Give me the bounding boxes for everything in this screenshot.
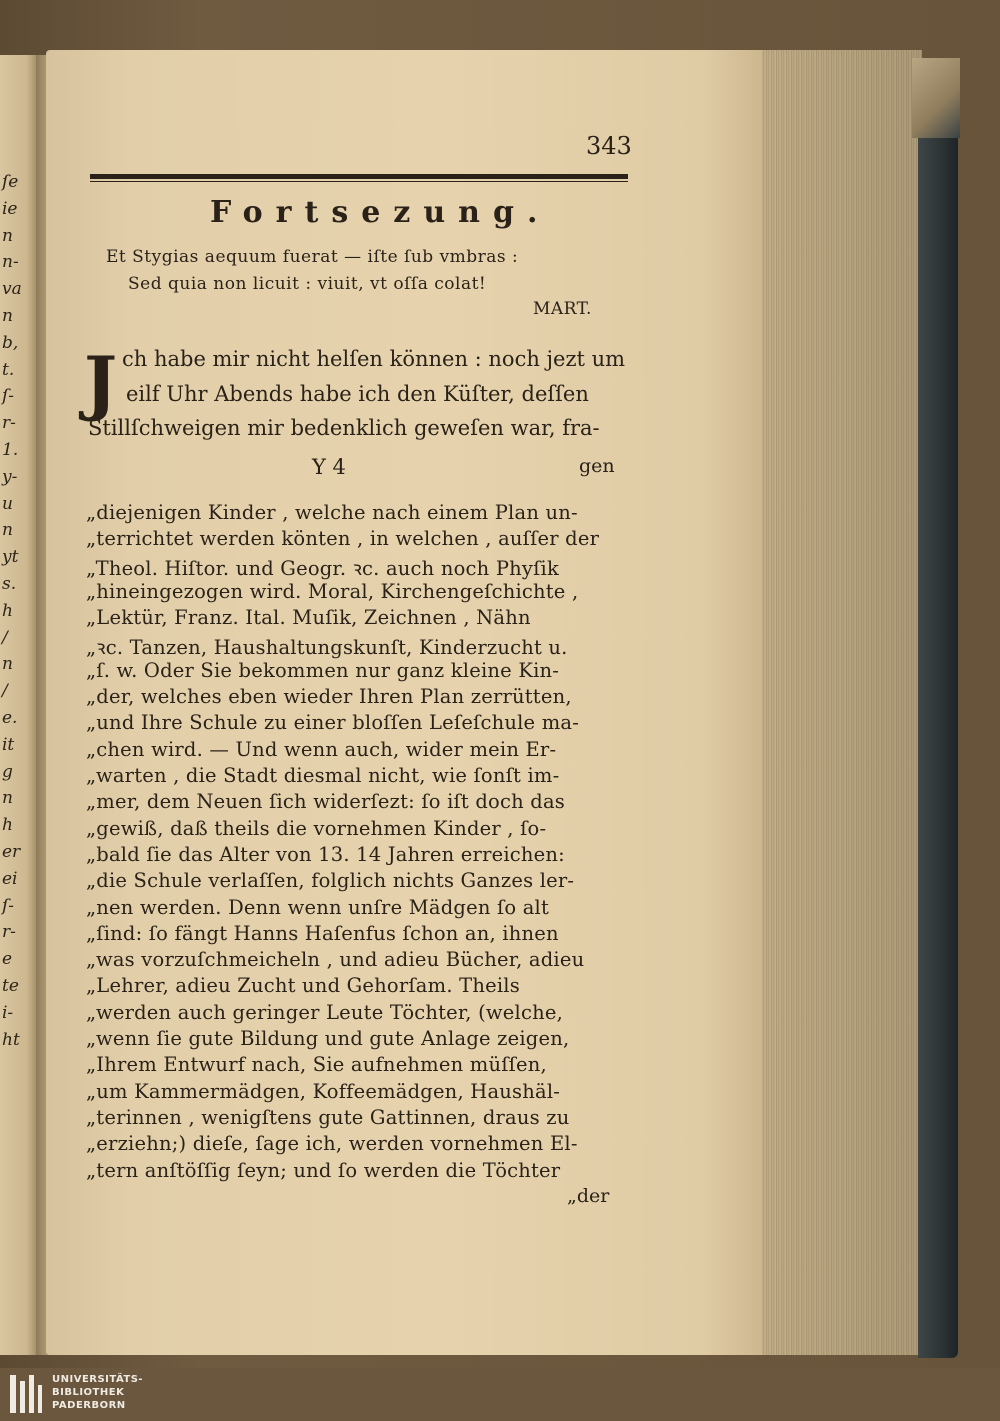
- left-page-fragment: g: [2, 761, 13, 782]
- left-page-fragment: ht: [2, 1029, 20, 1050]
- quote-line: „Lektür, Franz. Ital. Muſik, Zeichnen , Nähn: [86, 606, 531, 630]
- quote-line: „der, welches eben wieder Ihren Plan zerrütten,: [86, 685, 572, 709]
- library-name-line-2: BIBLIOTHEK: [52, 1387, 125, 1398]
- library-logo-icon: [8, 1373, 44, 1415]
- epigraph-author: MART.: [533, 299, 592, 319]
- quote-line: „Theol. Hiſtor. und Geogr. ꝛc. auch noch Phyſik: [86, 556, 559, 580]
- left-page-fragment: /: [2, 627, 8, 648]
- chapter-heading: Fortsezung.: [210, 195, 551, 230]
- quote-line: „ſind: ſo fängt Hanns Haſenfus ſchon an, ihnen: [86, 921, 559, 945]
- quote-line: „diejenigen Kinder , welche nach einem Plan un-: [86, 501, 578, 524]
- left-page-fragment: r-: [2, 413, 16, 434]
- quote-line: „Lehrer, adieu Zucht und Gehorſam. Theils: [86, 974, 520, 998]
- quote-line: „terrichtet werden könten , in welchen , auſſer der: [86, 527, 600, 551]
- quote-line: „warten , die Stadt diesmal nicht, wie ſonſt im-: [86, 764, 560, 787]
- quote-line: „was vorzuſchmeicheln , und adieu Bücher, adieu: [86, 948, 585, 972]
- left-page-fragment: va: [2, 279, 22, 300]
- left-page-fragment: n: [2, 225, 13, 246]
- left-page-fragment: e.: [2, 708, 18, 728]
- quote-line: „die Schule verlaſſen, folglich nichts Ganzes ler-: [86, 869, 575, 893]
- quote-line: „und Ihre Schule zu einer bloſſen Leſeſchule ma-: [86, 711, 579, 735]
- left-page-fragment: ei: [2, 868, 18, 889]
- quote-line: „hineingezogen wird. Moral, Kirchengeſchichte ,: [86, 579, 579, 603]
- epigraph-line-2: Sed quia non licuit : viuit, vt oſſa colat!: [128, 274, 487, 294]
- left-page-fragment: ſ-: [2, 386, 15, 407]
- left-page-fragment: b,: [2, 332, 19, 353]
- quote-line: „um Kammermädgen, Koffeemädgen, Haushäl-: [86, 1079, 561, 1103]
- quote-line: „bald ſie das Alter von 13. 14 Jahren erreichen:: [86, 842, 565, 866]
- opening-line-2: eilf Uhr Abends habe ich den Küſter, deſſen: [126, 382, 589, 406]
- cover-corner-wear: [912, 58, 960, 138]
- page-number: 343: [586, 132, 632, 160]
- fore-edge-shadow: [742, 50, 922, 1355]
- quote-line: „tern anſtöſſig ſeyn; und ſo werden die Töchter: [86, 1158, 561, 1182]
- left-page-fragment: te: [2, 976, 19, 996]
- header-rule-thin: [90, 181, 628, 182]
- quote-line: „erziehn;) dieſe, ſage ich, werden vornehmen El-: [86, 1132, 578, 1156]
- left-page-fragment: /: [2, 681, 8, 702]
- left-facing-page: [0, 55, 38, 1355]
- left-page-fragment: n-: [2, 252, 19, 273]
- quote-line: „ſ. w. Oder Sie bekommen nur ganz kleine Kin-: [86, 658, 560, 682]
- left-page-fragment: ſe: [2, 172, 19, 192]
- left-page-fragment: 1.: [2, 440, 19, 460]
- library-logo-bar: [0, 1368, 1000, 1421]
- left-page-fragment: yt: [2, 547, 19, 568]
- opening-line-3: Stillſchweigen mir bedenklich geweſen war, fra-: [88, 416, 600, 440]
- quote-line: „ꝛc. Tanzen, Haushaltungskunſt, Kinderzucht u.: [86, 635, 568, 659]
- quote-line: „gewiß, daß theils die vornehmen Kinder , ſo-: [86, 816, 547, 840]
- left-page-fragment: n: [2, 520, 13, 541]
- book-cover-board: [918, 58, 958, 1358]
- left-page-fragment: u: [2, 493, 13, 514]
- left-page-fragment: h: [2, 600, 13, 621]
- left-page-fragment: n: [2, 654, 13, 675]
- quote-line: „mer, dem Neuen ſich widerſezt: ſo iſt doch das: [86, 790, 565, 814]
- quote-line: „chen wird. — Und wenn auch, wider mein Er-: [86, 737, 557, 761]
- drop-cap: J: [84, 341, 118, 424]
- left-page-fragment: i-: [2, 1002, 14, 1023]
- left-page-fragment: er: [2, 842, 21, 862]
- quote-line: „nen werden. Denn wenn unſre Mädgen ſo alt: [86, 895, 550, 919]
- left-page-fragment: s.: [2, 574, 17, 594]
- left-page-fragment: ie: [2, 198, 18, 219]
- catchword-bottom: „der: [567, 1185, 610, 1207]
- opening-line-1: ch habe mir nicht helſen können : noch jezt um: [122, 347, 626, 371]
- catchword-top: gen: [579, 455, 615, 477]
- quote-line: „wenn ſie gute Bildung und gute Anlage zeigen,: [86, 1027, 570, 1050]
- quote-line: „Ihrem Entwurf nach, Sie aufnehmen müſſen,: [86, 1053, 547, 1077]
- epigraph-line-1: Et Stygias aequum fuerat — iſte ſub vmbras :: [106, 247, 519, 267]
- left-page-fragment: ſ-: [2, 895, 15, 916]
- signature-mark: Y 4: [312, 455, 346, 479]
- left-page-fragment: r-: [2, 922, 16, 943]
- header-rule-thick: [90, 174, 628, 179]
- left-page-fragment: it: [2, 734, 15, 755]
- library-name-line-3: PADERBORN: [52, 1400, 126, 1411]
- left-page-fragment: n: [2, 788, 13, 809]
- quote-line: „terinnen , wenigſtens gute Gattinnen, draus zu: [86, 1105, 570, 1129]
- left-page-fragment: h: [2, 815, 13, 836]
- left-page-fragment: n: [2, 306, 13, 326]
- left-page-fragment: e: [2, 949, 13, 970]
- library-name-line-1: UNIVERSITÄTS-: [52, 1374, 144, 1385]
- quote-line: „werden auch geringer Leute Töchter, (welche,: [86, 1000, 563, 1024]
- left-page-fragment: y-: [2, 466, 18, 487]
- left-page-fragment: t.: [2, 359, 15, 380]
